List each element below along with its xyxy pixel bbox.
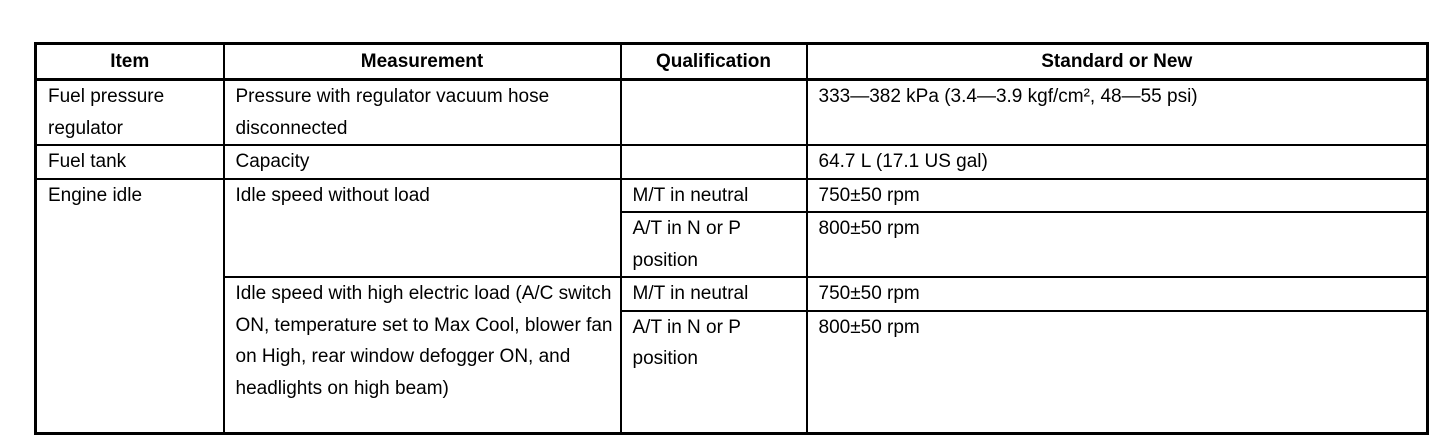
qualification-cell: A/T in N or P position [621,212,807,277]
item-cell: Fuel pressure regulator [36,80,224,146]
table-row [36,145,1428,179]
standard-cell: 800±50 rpm [807,311,1428,434]
standard-cell: 750±50 rpm [807,277,1428,311]
header-item: Item [36,44,224,80]
table-row [36,179,1428,213]
item-cell: Engine idle [36,179,224,434]
standard-cell: 64.7 L (17.1 US gal) [807,145,1428,179]
standard-cell: 750±50 rpm [807,179,1428,213]
qualification-cell [621,145,807,179]
measurement-cell: Pressure with regulator vacuum hose disconnected [224,80,621,146]
measurement-cell: Idle speed without load [224,179,621,278]
table-row [36,80,1428,146]
measurement-cell: Idle speed with high electric load (A/C switch ON, temperature set to Max Cool, blower fan on High, rear window defogger ON, and headlights on high beam) [224,277,621,433]
table-header-row [36,44,1428,80]
standard-cell: 800±50 rpm [807,212,1428,277]
header-measurement: Measurement [224,44,621,80]
specifications-table [34,42,1429,435]
qualification-cell: M/T in neutral [621,277,807,311]
qualification-cell [621,80,807,146]
table-row [36,277,1428,311]
item-cell: Fuel tank [36,145,224,179]
header-qualification: Qualification [621,44,807,80]
standard-cell: 333—382 kPa (3.4—3.9 kgf/cm², 48—55 psi) [807,80,1428,146]
header-standard: Standard or New [807,44,1428,80]
measurement-cell: Capacity [224,145,621,179]
qualification-cell: A/T in N or P position [621,311,807,434]
qualification-cell: M/T in neutral [621,179,807,213]
